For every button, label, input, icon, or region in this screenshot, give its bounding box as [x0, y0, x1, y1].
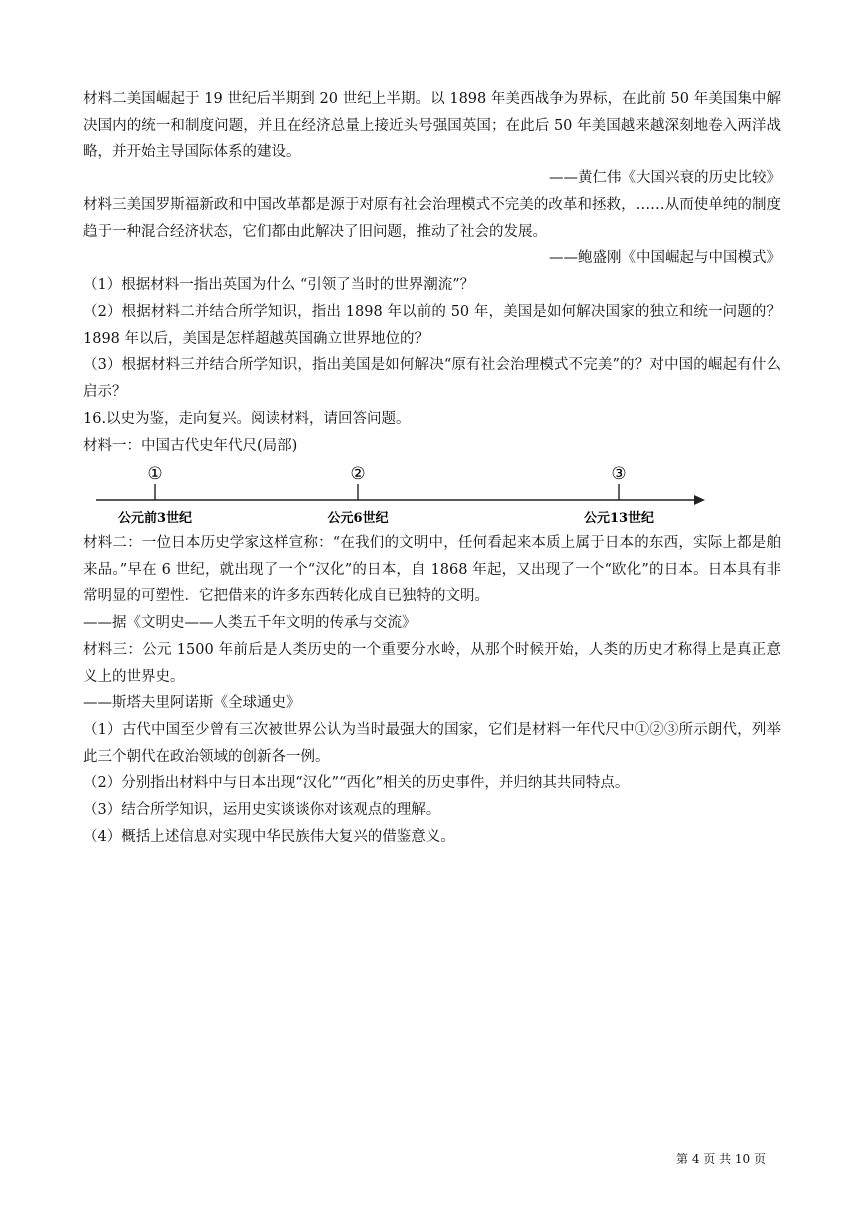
- question-2: （2）根据材料二并结合所学知识，指出 1898 年以前的 50 年，美国是如何解决国家的独立和统一问题的？1898 年以后，美国是怎样超越英国确立世界地位的？: [83, 304, 781, 347]
- q16-question-2: （2）分别指出材料中与日本出现“汉化”“西化”相关的历史事件，并归纳其共同特点。: [83, 775, 630, 791]
- q16-question-3: （3）结合所学知识，运用史实谈谈你对该观点的理解。: [83, 802, 441, 818]
- timeline-label-2: 公元6世纪: [327, 511, 389, 526]
- material-3-worldhistory: 材料三：公元 1500 年前后是人类历史的一个重要分水岭，从那个时候开始，人类的历史才称得上是真正意义上的世界史。: [83, 642, 781, 685]
- timeline-arrowhead: [694, 495, 705, 505]
- question-3: （3）根据材料三并结合所学知识，指出美国是如何解决“原有社会治理模式不完美”的？对中国的崛起有什么启示？: [83, 357, 781, 400]
- material-1-label: 材料一：中国古代史年代尺(局部): [83, 438, 298, 454]
- timeline-label-1: 公元前3世纪: [117, 511, 193, 526]
- timeline-label-3: 公元13世纪: [583, 511, 655, 526]
- citation-huang: ——黄仁伟《大国兴衰的历史比较》: [549, 170, 781, 186]
- material-2-japan: 材料二：一位日本历史学家这样宣称：“在我们的文明中，任何看起来本质上属于日本的东西，实际上都是舶来品。”早在 6 世纪，就出现了一个“汉化”的日本，自 1868 年起，又出现了一个“欧化”的日本。日本具有非常明显的可塑性．它把借来的许多东西转化成自已独特的文明。: [83, 535, 781, 604]
- citation-civilization: ——据《文明史——人类五千年文明的传承与交流》: [83, 615, 417, 631]
- page-footer: 第 4 页 共 10 页: [676, 1152, 766, 1166]
- question-1: （1）根据材料一指出英国为什么 “引领了当时的世界潮流”？: [83, 277, 475, 293]
- citation-bao: ——鲍盛刚《中国崛起与中国模式》: [549, 250, 781, 266]
- material-2-paragraph: 材料二美国崛起于 19 世纪后半期到 20 世纪上半期。以 1898 年美西战争为界标，在此前 50 年美国集中解决国内的统一和制度问题，并且在经济总量上接近头号强国英国；在此后 50 年美国越来越深刻地卷入两洋战略，并开始主导国际体系的建设。: [83, 91, 781, 160]
- q16-question-1: （1）古代中国至少曾有三次被世界公认为当时最强大的国家，它们是材料一年代尺中①②③所示朗代，列举此三个朝代在政治领域的创新各一例。: [83, 722, 781, 765]
- timeline-ruler: [94, 462, 706, 530]
- timeline-marker-1: ①: [147, 464, 163, 484]
- q16-question-4: （4）概括上述信息对实现中华民族伟大复兴的借鉴意义。: [83, 829, 455, 845]
- material-3-paragraph: 材料三美国罗斯福新政和中国改革都是源于对原有社会治理模式不完美的改革和拯救，……从而使单纯的制度趋于一种混合经济状态，它们都由此解决了旧问题，推动了社会的发展。: [83, 197, 781, 240]
- timeline-marker-2: ②: [350, 464, 366, 484]
- timeline-marker-3: ③: [611, 464, 627, 484]
- citation-stavrianos: ——斯塔夫里阿诺斯《全球通史》: [83, 695, 301, 711]
- question-16-heading: 16.以史为鉴，走向复兴。阅读材料，请回答问题。: [83, 411, 411, 427]
